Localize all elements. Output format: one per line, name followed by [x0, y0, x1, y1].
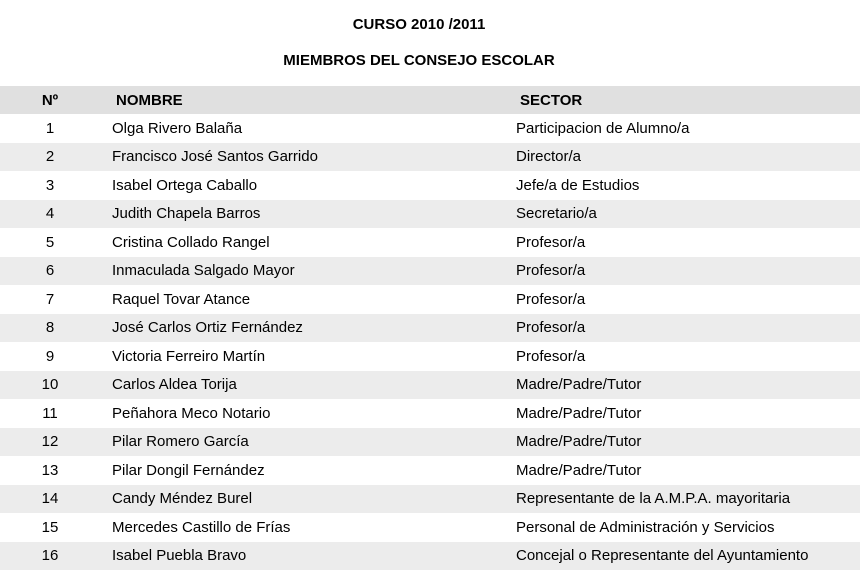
member-sector: Concejal o Representante del Ayuntamiento [504, 542, 860, 571]
member-name: Judith Chapela Barros [100, 200, 504, 229]
member-sector: Participacion de Alumno/a [516, 119, 690, 137]
row-number: 8 [0, 314, 100, 343]
members-table [0, 86, 860, 570]
row-number: 11 [42, 404, 58, 422]
row-number: 2 [0, 143, 100, 172]
table-body [0, 114, 860, 570]
table-row [0, 485, 860, 514]
row-number: 14 [0, 485, 100, 514]
header-name: NOMBRE [100, 86, 504, 114]
table-row [0, 285, 860, 314]
member-name: Carlos Aldea Torija [100, 371, 504, 400]
member-name: Isabel Puebla Bravo [100, 542, 504, 571]
row-number: 6 [0, 257, 100, 286]
table-row [0, 200, 860, 229]
table-row [0, 342, 860, 371]
row-number: 15 [41, 518, 59, 536]
member-name: Peñahora Meco Notario [112, 404, 271, 422]
member-sector: Representante de la A.M.P.A. mayoritaria [504, 485, 860, 514]
table-row [0, 456, 860, 485]
row-number: 7 [45, 290, 55, 308]
member-name: Olga Rivero Balaña [112, 119, 243, 137]
member-sector: Personal de Administración y Servicios [516, 518, 775, 536]
member-sector: Profesor/a [504, 314, 860, 343]
row-number: 12 [0, 428, 100, 457]
table-row [0, 542, 860, 571]
header-sector: SECTOR [504, 86, 860, 114]
member-sector: Director/a [504, 143, 860, 172]
header-row [0, 86, 860, 114]
table-row [0, 114, 860, 143]
member-sector: Jefe/a de Estudios [516, 176, 640, 194]
table-row [0, 228, 860, 257]
member-name: Pilar Romero García [100, 428, 504, 457]
row-number: 10 [0, 371, 100, 400]
member-name: Cristina Collado Rangel [112, 233, 270, 251]
member-sector: Madre/Padre/Tutor [516, 461, 642, 479]
row-number: 1 [45, 119, 55, 137]
table-row [0, 428, 860, 457]
member-name: Pilar Dongil Fernández [112, 461, 265, 479]
member-sector: Madre/Padre/Tutor [516, 404, 642, 422]
table-row [0, 513, 860, 542]
table-row [0, 257, 860, 286]
member-sector: Profesor/a [516, 290, 586, 308]
member-sector: Secretario/a [504, 200, 860, 229]
table-row [0, 171, 860, 200]
member-sector: Profesor/a [504, 257, 860, 286]
row-number: 4 [0, 200, 100, 229]
row-number: 9 [45, 347, 55, 365]
table-row [0, 314, 860, 343]
header-number: Nº [0, 86, 100, 114]
table-row [0, 399, 860, 428]
table-row [0, 143, 860, 172]
member-sector: Profesor/a [516, 347, 586, 365]
council-title: MIEMBROS DEL CONSEJO ESCOLAR [283, 52, 555, 69]
row-number: 16 [0, 542, 100, 571]
member-name: Inmaculada Salgado Mayor [100, 257, 504, 286]
course-title: CURSO 2010 /2011 [352, 16, 486, 33]
member-name: Victoria Ferreiro Martín [112, 347, 266, 365]
member-sector: Madre/Padre/Tutor [504, 371, 860, 400]
member-sector: Profesor/a [516, 233, 586, 251]
member-name: Isabel Ortega Caballo [112, 176, 258, 194]
member-name: Raquel Tovar Atance [112, 290, 251, 308]
row-number: 5 [45, 233, 55, 251]
member-sector: Madre/Padre/Tutor [504, 428, 860, 457]
table-row [0, 371, 860, 400]
row-number: 3 [45, 176, 55, 194]
member-name: José Carlos Ortiz Fernández [100, 314, 504, 343]
member-name: Candy Méndez Burel [100, 485, 504, 514]
member-name: Francisco José Santos Garrido [100, 143, 504, 172]
table-header [0, 86, 860, 114]
row-number: 13 [41, 461, 59, 479]
member-name: Mercedes Castillo de Frías [112, 518, 291, 536]
